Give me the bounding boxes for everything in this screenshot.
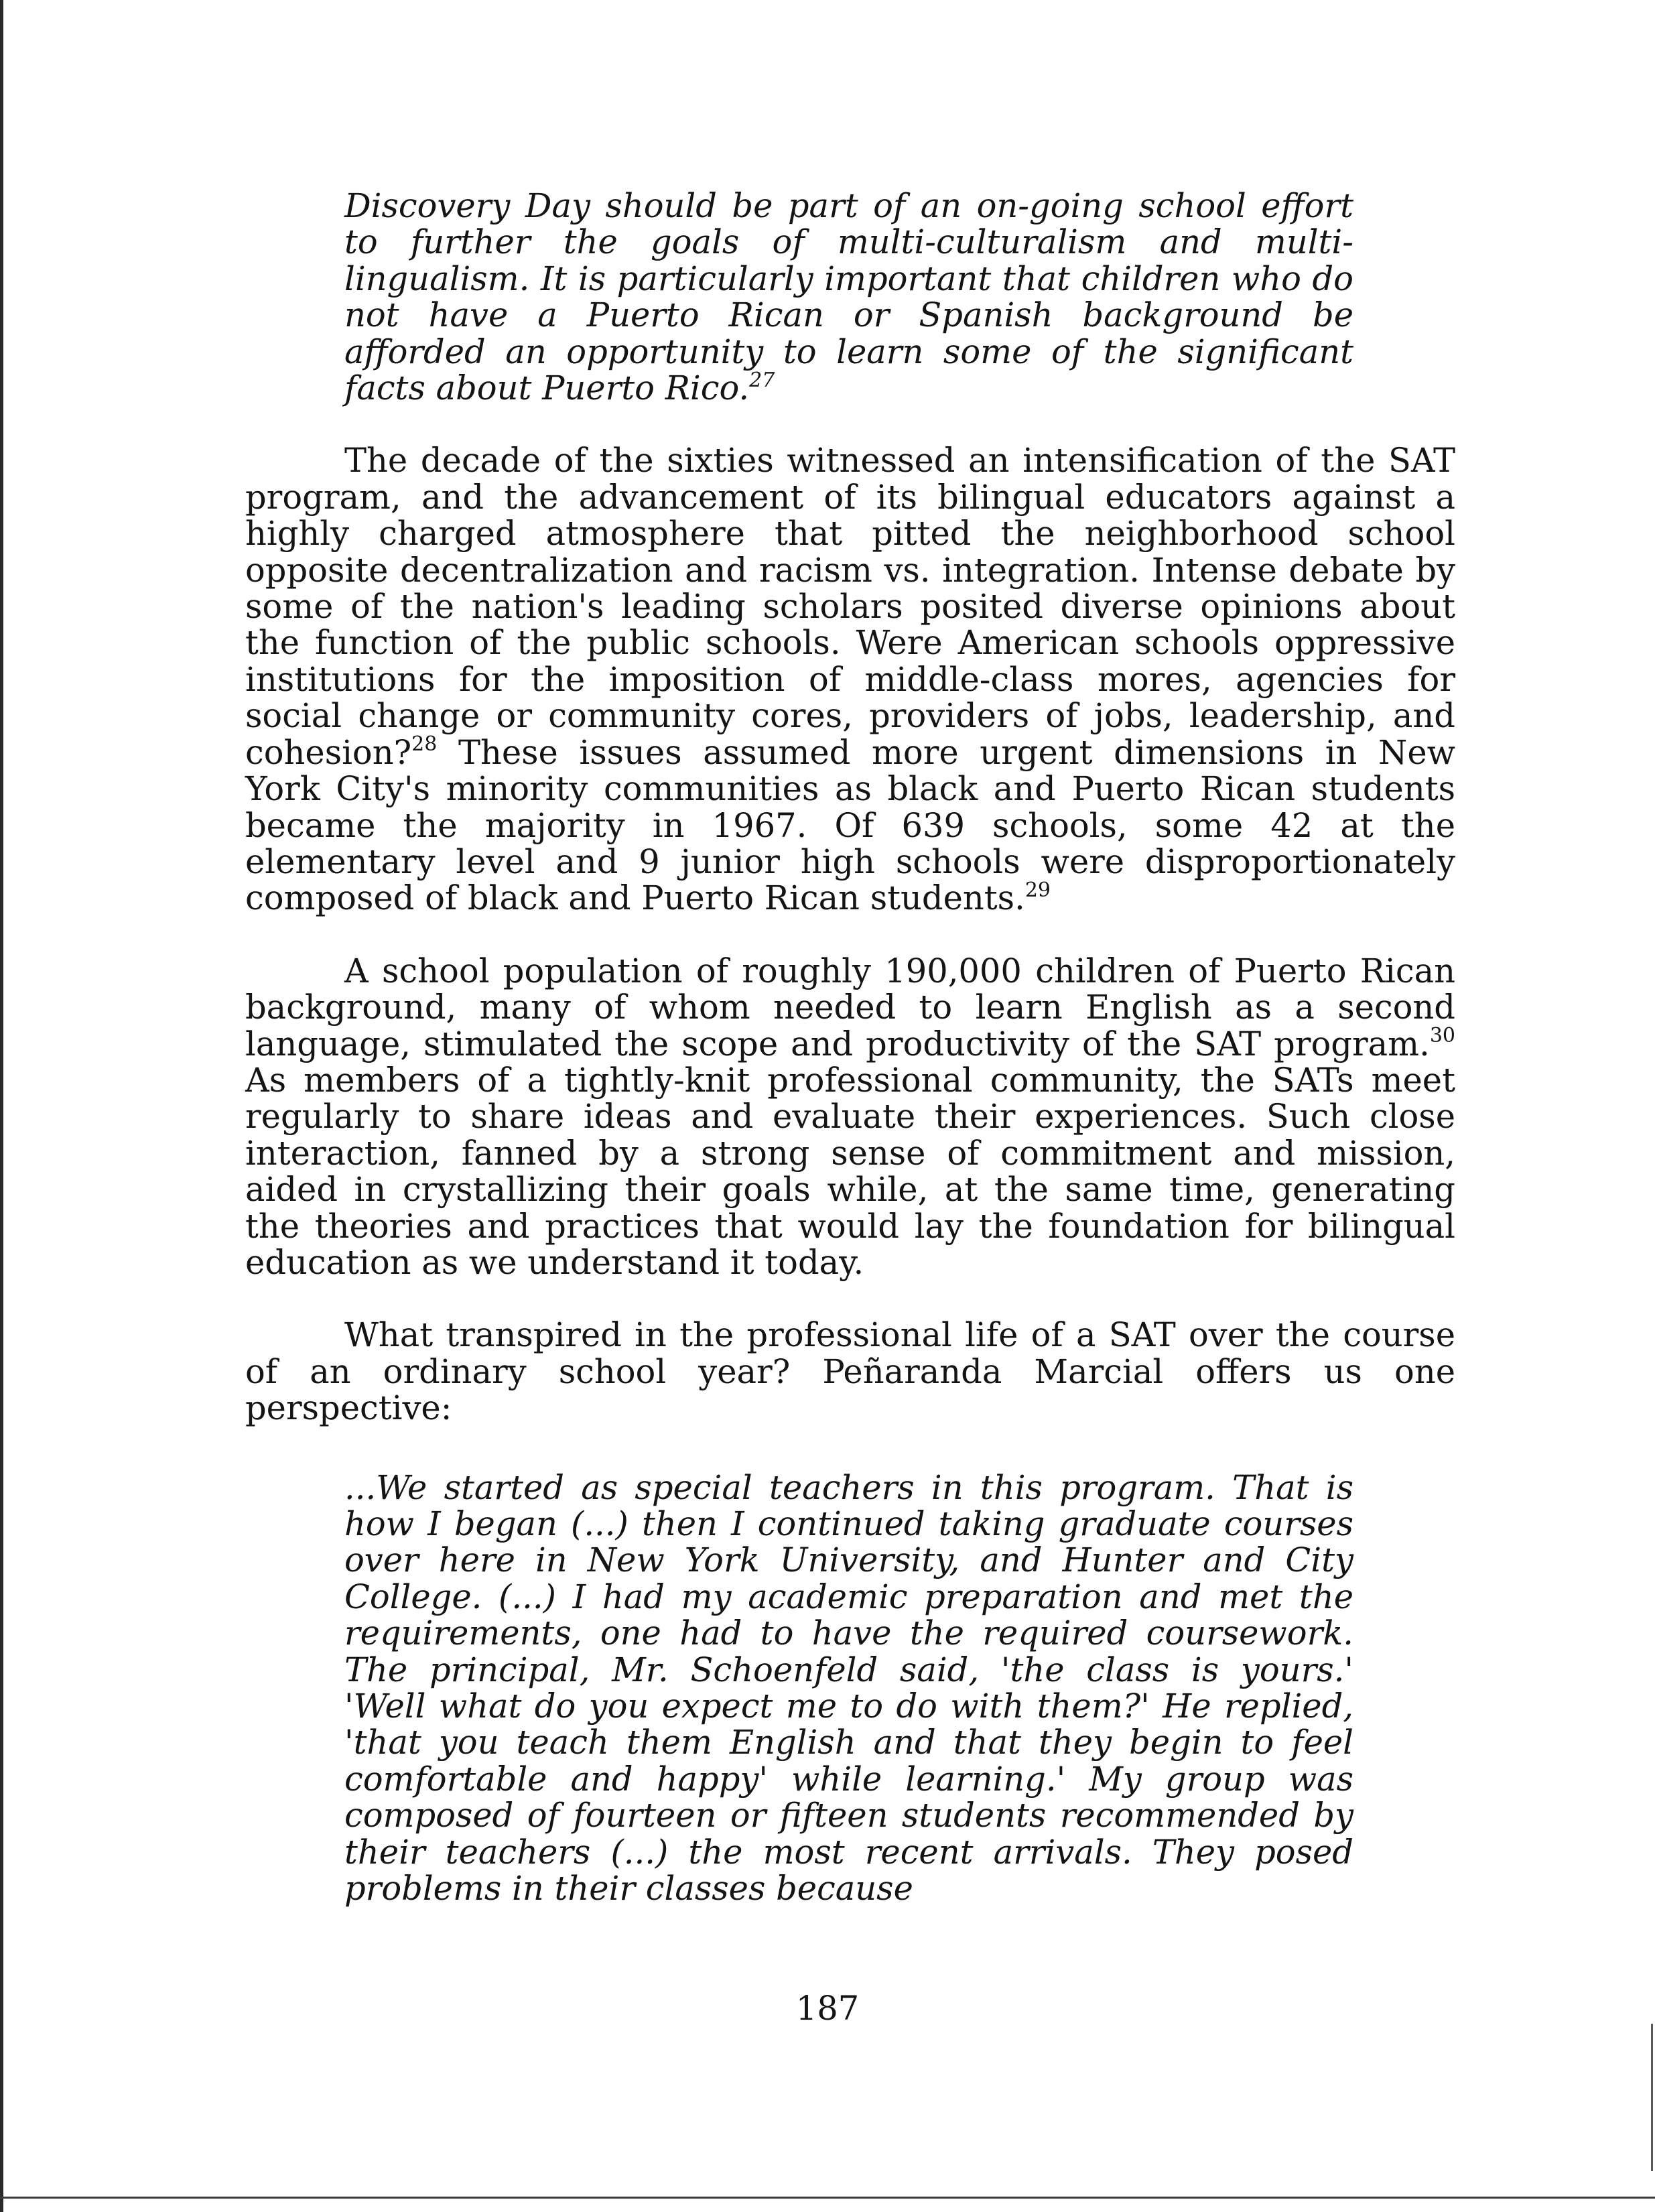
paragraph-text: A school population of roughly 190,000 children of Puerto Rican background, many of whom needed to learn English as a second language, stimulated the scope and productivity of the SAT program. [245, 951, 1455, 1063]
paragraph-school-population [245, 953, 1455, 1281]
paragraph-text: As members of a tightly-knit professional community, the SATs meet regularly to share ideas and evaluate their experiences. Such close interaction, fanned by a strong sense of commitment and mission, aided in crystallizing their goals while, at the same time, generating the theories and practices that would lay the foundation for bilingual education as we understand it today. [245, 1060, 1455, 1282]
scan-mark-right [1651, 2024, 1653, 2171]
footnote-ref-29: 29 [1024, 878, 1051, 902]
scan-edge-left [0, 0, 3, 2212]
block-quote-penaranda [344, 1470, 1353, 1907]
quote-text: Discovery Day should be part of an on-going school effort to further the goals of multi-culturalism and multi-lingualism. It is particularly important that children who do not have a Puerto Rican or Spanish background be afforded an opportunity to learn some of the significant facts about Puerto Rico. [344, 186, 1353, 408]
page-number: 187 [795, 1989, 860, 2028]
paragraph-text: These issues assumed more urgent dimensions in New York City's minority communities as black and Puerto Rican students became the majority in 1967. Of 639 schools, some 42 at the elementary level and 9 junior high schools were disproportionately composed of black and Puerto Rican students. [245, 732, 1455, 918]
paragraph-text: What transpired in the professional life of a SAT over the course of an ordinary school year? Peñaranda Marcial offers us one perspective: [245, 1315, 1455, 1428]
block-quote-discovery-day [344, 188, 1353, 406]
paragraph-text: The decade of the sixties witnessed an intensification of the SAT program, and the advancement of its bilingual educators against a highly charged atmosphere that pitted the neighborhood school opposite decentralization and racism vs. integration. Intense debate by some of the nation's leading scholars posited diverse opinions about the function of the public schools. Were American schools oppressive institutions for the imposition of middle-class mores, agencies for social change or community cores, providers of jobs, leadership, and cohesion? [245, 441, 1455, 772]
scan-edge-bottom [0, 2197, 1655, 2199]
footnote-ref-27: 27 [749, 368, 775, 392]
page-content [245, 188, 1455, 1906]
paragraph-sixties [245, 442, 1455, 916]
quote-text: ...We started as special teachers in this program. That is how I began (...) then I continued taking graduate courses over here in New York University, and Hunter and City College. (...) I had my academic preparation and met the requirements, one had to have the required coursework. The principal, Mr. Schoenfeld said, 'the class is yours.' 'Well what do you expect me to do with them?' He replied, 'that you teach them English and that they begin to feel comfortable and happy' while learning.' My group was composed of fourteen or fifteen students recommended by their teachers (...) the most recent arrivals. They posed problems in their classes because [344, 1468, 1353, 1908]
paragraph-professional-life [245, 1317, 1455, 1426]
footnote-ref-30: 30 [1429, 1024, 1455, 1048]
footnote-ref-28: 28 [411, 732, 438, 757]
